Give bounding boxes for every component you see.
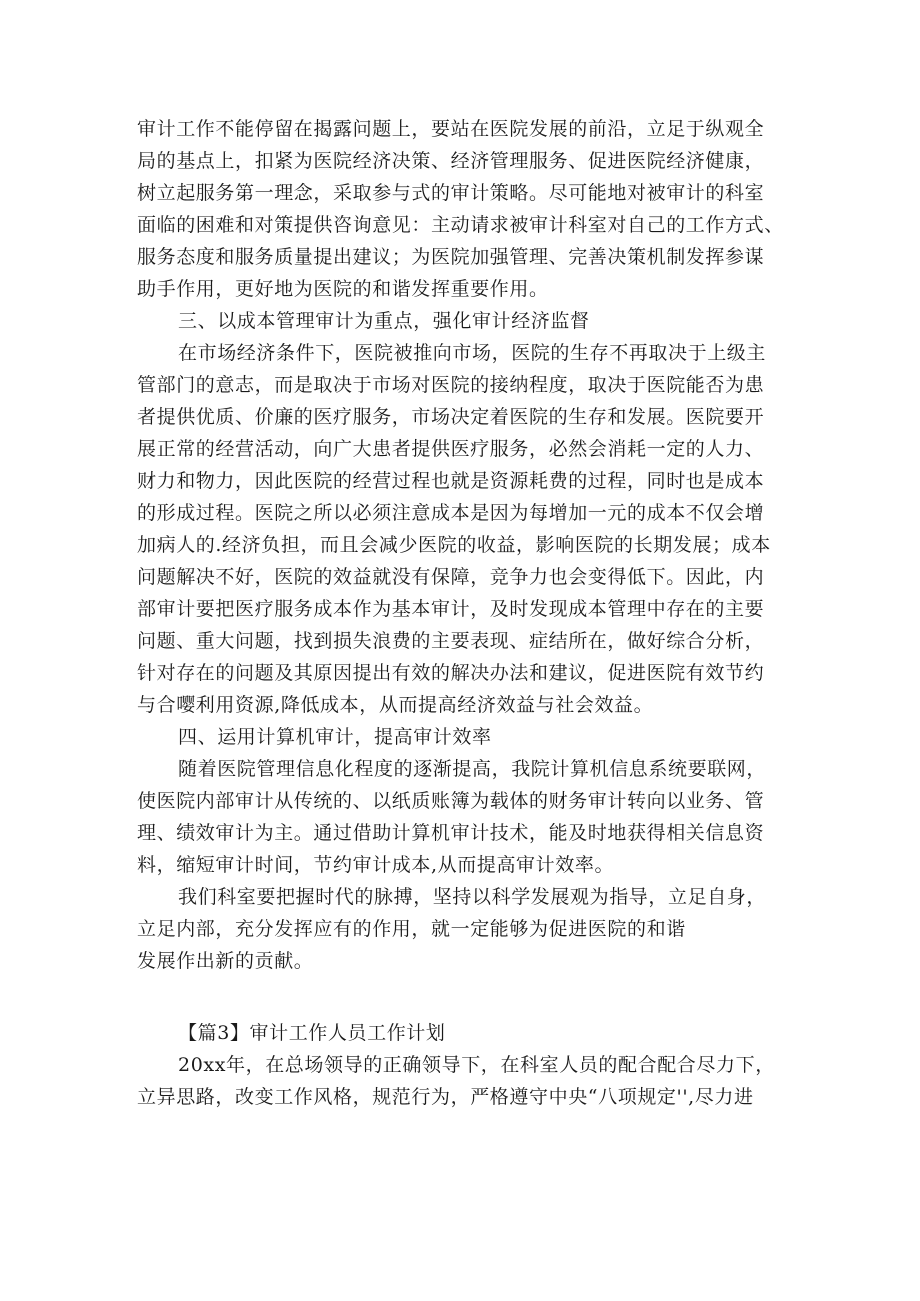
text-line: 我们科室要把握时代的脉搏，坚持以科学发展观为指导，立足自身， (178, 886, 767, 908)
text-line: 展正常的经营活动，向广大患者提供医疗服务，必然会消耗一定的人力、 (137, 438, 765, 460)
text-line: 审计工作不能停留在揭露问题上，要站在医院发展的前沿，立足于纵观全 (137, 118, 765, 140)
text-line: 面临的困难和对策提供咨询意见：主动请求被审计科室对自己的工作方式、 (137, 214, 784, 236)
text-line: 问题解决不好，医院的效益就没有保障，竞争力也会变得低下。因此，内 (137, 566, 765, 588)
text-line: 加病人的.经济负担，而且会减少医院的收益，影响医院的长期发展；成本 (137, 534, 771, 556)
text-line: 与合嘤利用资源,降低成本，从而提高经济效益与社会效益。 (137, 694, 654, 716)
text-line: 在市场经济条件下，医院被推向市场，医院的生存不再取决于上级主 (178, 342, 767, 364)
text-line: 针对存在的问题及其原因提出有效的解决办法和建议，促进医院有效节约 (137, 662, 765, 684)
text-line: 局的基点上，扣紧为医院经济决策、经济管理服务、促进医院经济健康， (137, 150, 765, 172)
text-line: 发展作出新的贡献。 (137, 950, 314, 972)
text-line: 部审计要把医疗服务成本作为基本审计，及时发现成本管理中存在的主要 (137, 598, 765, 620)
text-line: 料，缩短审计时间，节约审计成本,从而提高审计效率。 (137, 854, 615, 876)
section-heading: 三、以成本管理审计为重点，强化审计经济监督 (178, 310, 590, 332)
text-line: 问题、重大问题，找到损失浪费的主要表现、症结所在，做好综合分析， (137, 630, 765, 652)
article-heading: 【篇3】审计工作人员工作计划 (178, 1022, 446, 1044)
text-line: 使医院内部审计从传统的、以纸质账簿为载体的财务审计转向以业务、管 (137, 790, 765, 812)
text-line: 立异思路，改变工作风格，规范行为，严格遵守中央“八项规定'',尽力进 (137, 1086, 754, 1108)
text-line: 管部门的意志，而是取决于市场对医院的接纳程度，取决于医院能否为患 (137, 374, 765, 396)
text-line: 助手作用，更好地为医院的和谐发挥重要作用。 (137, 278, 549, 300)
text-line: 者提供优质、价廉的医疗服务，市场决定着医院的生存和发展。医院要开 (137, 406, 765, 428)
text-line: 树立起服务第一理念，采取参与式的审计策略。尽可能地对被审计的科室 (137, 182, 765, 204)
text-line: 服务态度和服务质量提出建议；为医院加强管理、完善决策机制发挥参谋 (137, 246, 765, 268)
text-line: 20xx年，在总场领导的正确领导下，在科室人员的配合配合尽力下， (178, 1054, 775, 1076)
text-line: 理、绩效审计为主。通过借助计算机审计技术，能及时地获得相关信息资 (137, 822, 765, 844)
text-line: 的形成过程。医院之所以必须注意成本是因为每增加一元的成本不仅会增 (137, 502, 765, 524)
text-line: 立足内部，充分发挥应有的作用，就一定能够为促进医院的和谐 (137, 918, 686, 940)
section-heading: 四、运用计算机审计，提高审计效率 (178, 726, 492, 748)
text-line: 财力和物力，因此医院的经营过程也就是资源耗费的过程，同时也是成本 (137, 470, 765, 492)
text-line: 随着医院管理信息化程度的逐渐提高，我院计算机信息系统要联网， (178, 758, 767, 780)
